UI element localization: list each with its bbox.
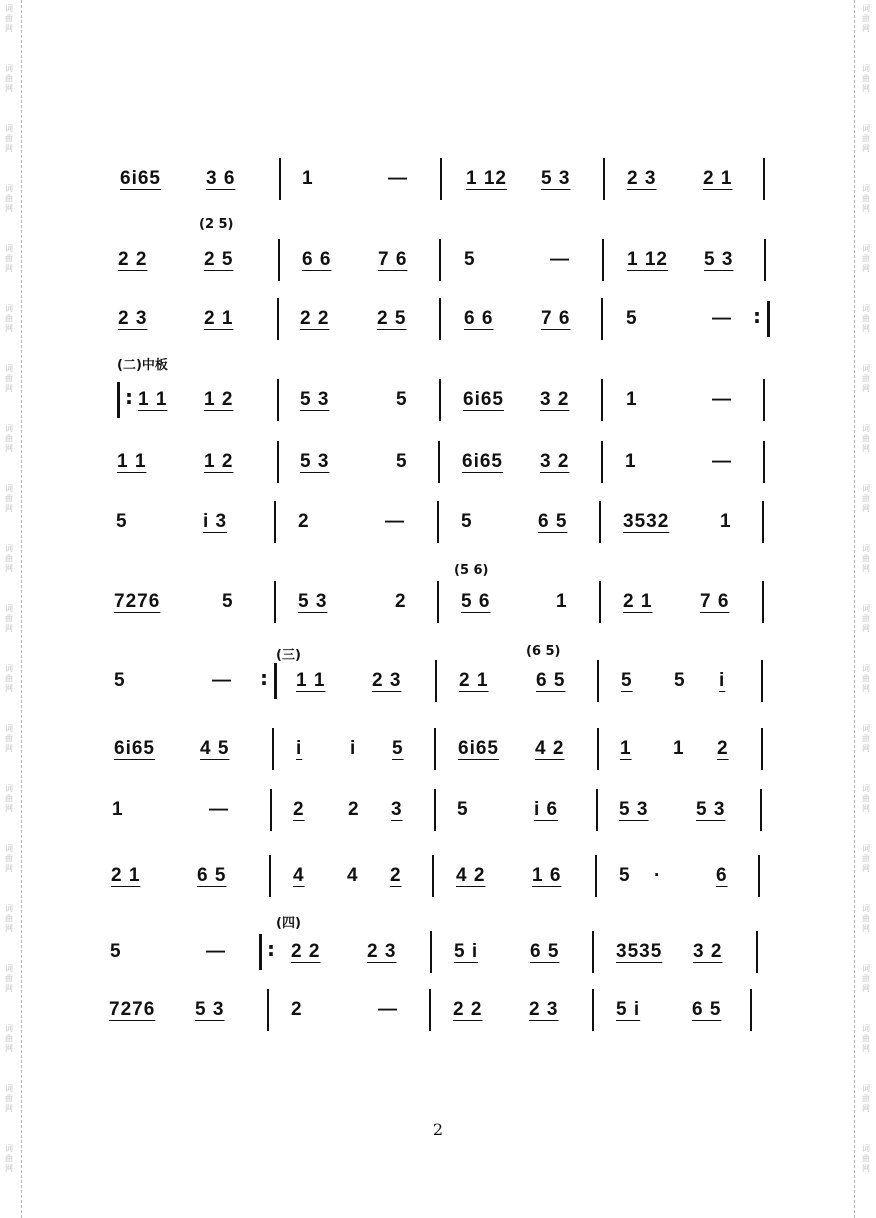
watermark-text: 词 曲 网	[862, 1144, 870, 1173]
barline	[763, 158, 765, 200]
barline	[762, 581, 764, 623]
barline	[274, 501, 276, 543]
note-group: 5 3	[300, 389, 330, 410]
note-group: 5	[461, 511, 473, 532]
score-line-3	[0, 299, 876, 339]
note-group: 2	[291, 999, 303, 1020]
watermark-text: 词 曲 网	[862, 424, 870, 453]
note-group: 2 2	[291, 941, 321, 962]
note-group: 1	[620, 738, 632, 759]
section-heading: (三)	[276, 648, 301, 663]
note-group: 2 3	[118, 308, 148, 329]
watermark-text: 词 曲 网	[5, 424, 13, 453]
watermark-text: 词 曲 网	[5, 664, 13, 693]
barline	[277, 298, 279, 340]
barline	[270, 789, 272, 831]
watermark-text: 词 曲 网	[862, 784, 870, 813]
barline	[763, 379, 765, 421]
note-group: 1 1	[296, 670, 326, 691]
watermark-text: 词 曲 网	[5, 1024, 13, 1053]
note-group: 1 1	[138, 389, 168, 410]
barline	[603, 158, 605, 200]
note-group: 5 3	[195, 999, 225, 1020]
watermark-text: 词 曲 网	[862, 184, 870, 213]
note-group: 5	[457, 799, 469, 820]
note-group: 3 2	[693, 941, 723, 962]
watermark-text: 词 曲 网	[862, 724, 870, 753]
note-group: 6	[716, 865, 728, 886]
sustain-dash: —	[385, 511, 405, 532]
watermark-text: 词 曲 网	[862, 484, 870, 513]
barline	[432, 855, 434, 897]
barline	[278, 239, 280, 281]
note-group: 1	[112, 799, 124, 820]
score-line-10	[0, 790, 876, 830]
score-line-13	[0, 990, 876, 1030]
watermark-text: 词 曲 网	[862, 364, 870, 393]
note-group: 6i65	[120, 168, 161, 189]
sustain-dash: —	[378, 999, 398, 1020]
watermark-text: 词 曲 网	[5, 244, 13, 273]
watermark-text: 词 曲 网	[862, 64, 870, 93]
barline	[269, 855, 271, 897]
note-group: 5 3	[619, 799, 649, 820]
barline	[601, 441, 603, 483]
watermark-text: 词 曲 网	[862, 544, 870, 573]
note-group: 7 6	[378, 249, 408, 270]
barline	[279, 158, 281, 200]
watermark-text: 词 曲 网	[5, 784, 13, 813]
note-group: 5	[392, 738, 404, 759]
watermark-text: 词 曲 网	[862, 964, 870, 993]
repeat-end-sign	[262, 663, 277, 699]
note-group: 4 5	[200, 738, 230, 759]
note-group: 3 2	[540, 389, 570, 410]
note-group: 1 12	[627, 249, 668, 270]
watermark-text: 词 曲 网	[5, 1144, 13, 1173]
barline	[434, 728, 436, 770]
note-group: 2	[717, 738, 729, 759]
barline	[267, 989, 269, 1031]
note-group: 5	[464, 249, 476, 270]
watermark-text: 词 曲 网	[862, 844, 870, 873]
note-group: 3532	[623, 511, 670, 532]
score-line-8	[0, 661, 876, 701]
barline	[595, 855, 597, 897]
note-group: 5	[222, 591, 234, 612]
barline	[277, 441, 279, 483]
note-group: 5	[626, 308, 638, 329]
barline	[592, 931, 594, 973]
grace-note-mark: (5 6)	[454, 563, 489, 578]
sustain-dash: —	[712, 308, 732, 329]
barline	[437, 581, 439, 623]
note-group: 5	[621, 670, 633, 691]
watermark-text: 词 曲 网	[862, 124, 870, 153]
watermark-text: 词 曲 网	[5, 844, 13, 873]
barline	[762, 501, 764, 543]
note-group: 6 5	[197, 865, 227, 886]
note-group: 4	[347, 865, 359, 886]
watermark-text: 词 曲 网	[862, 664, 870, 693]
repeat-end-sign	[755, 301, 770, 337]
watermark-text: 词 曲 网	[862, 304, 870, 333]
note-group: 1	[720, 511, 732, 532]
watermark-text: 词 曲 网	[5, 64, 13, 93]
note-group: 4 2	[535, 738, 565, 759]
page-number: 2	[432, 1120, 444, 1139]
note-group: 3	[391, 799, 403, 820]
barline	[439, 298, 441, 340]
watermark-text: 词 曲 网	[5, 544, 13, 573]
watermark-text: 词 曲 网	[862, 1084, 870, 1113]
score-line-5	[0, 442, 876, 482]
note-group: i	[719, 670, 726, 691]
score-line-11	[0, 856, 876, 896]
note-group: 2	[298, 511, 310, 532]
repeat-start-sign	[117, 382, 132, 418]
repeat-start-sign	[259, 934, 274, 970]
note-group: 6 5	[538, 511, 568, 532]
note-group: 2	[390, 865, 402, 886]
note-group: 5 6	[461, 591, 491, 612]
barline	[596, 789, 598, 831]
note-group: 1	[626, 389, 638, 410]
barline	[764, 239, 766, 281]
note-group: 4 2	[456, 865, 486, 886]
watermark-text: 词 曲 网	[5, 124, 13, 153]
note-group: 2 1	[703, 168, 733, 189]
watermark-text: 词 曲 网	[862, 904, 870, 933]
barline	[599, 581, 601, 623]
note-group: 6i65	[114, 738, 155, 759]
barline	[592, 989, 594, 1031]
watermark-text: 词 曲 网	[5, 4, 13, 33]
sustain-dash: —	[388, 168, 408, 189]
section-heading: (四)	[276, 916, 301, 931]
note-group: 2 1	[111, 865, 141, 886]
note-group: 6 5	[692, 999, 722, 1020]
sustain-dash: —	[712, 389, 732, 410]
note-group: 3 6	[206, 168, 236, 189]
watermark-text: 词 曲 网	[862, 1024, 870, 1053]
note-group: 5 i	[616, 999, 641, 1020]
note-group: 5 3	[298, 591, 328, 612]
watermark-text: 词 曲 网	[5, 724, 13, 753]
watermark-text: 词 曲 网	[5, 364, 13, 393]
note-group: 6 5	[536, 670, 566, 691]
note-group: 2 3	[627, 168, 657, 189]
note-group: 5	[619, 865, 631, 886]
note-group: 5 i	[454, 941, 479, 962]
note-group: 2 1	[623, 591, 653, 612]
barline	[434, 789, 436, 831]
note-group: 1 2	[204, 389, 234, 410]
barline	[601, 379, 603, 421]
note-group: 5	[110, 941, 122, 962]
grace-note-mark: (2 5)	[199, 217, 234, 232]
score-line-4	[0, 380, 876, 420]
note-group: 5	[674, 670, 686, 691]
score-line-12	[0, 932, 876, 972]
sustain-dash: —	[206, 941, 226, 962]
watermark-text: 词 曲 网	[862, 244, 870, 273]
note-group: 6i65	[458, 738, 499, 759]
barline	[761, 728, 763, 770]
note-group: 7276	[109, 999, 156, 1020]
barline	[597, 660, 599, 702]
score-line-9	[0, 729, 876, 769]
note-group: 7 6	[541, 308, 571, 329]
note-group: 2 2	[453, 999, 483, 1020]
note-group: 4	[293, 865, 305, 886]
barline	[760, 789, 762, 831]
sustain-dash: —	[209, 799, 229, 820]
note-group: 5	[114, 670, 126, 691]
note-group: 1 12	[466, 168, 507, 189]
score-line-1	[0, 159, 876, 199]
note-group: 5 3	[300, 451, 330, 472]
barline	[437, 501, 439, 543]
barline	[277, 379, 279, 421]
barline	[602, 239, 604, 281]
note-group: 5 3	[696, 799, 726, 820]
barline	[597, 728, 599, 770]
note-group: 6 6	[464, 308, 494, 329]
note-group: 2	[293, 799, 305, 820]
barline	[601, 298, 603, 340]
watermark-text: 词 曲 网	[862, 604, 870, 633]
note-group: 2 2	[300, 308, 330, 329]
sustain-dash: —	[712, 451, 732, 472]
watermark-text: 词 曲 网	[5, 484, 13, 513]
note-group: i 6	[534, 799, 559, 820]
note-group: 2	[348, 799, 360, 820]
note-group: 2	[395, 591, 407, 612]
barline	[763, 441, 765, 483]
note-group: 2 1	[459, 670, 489, 691]
watermark-text: 词 曲 网	[5, 964, 13, 993]
note-group: 1	[556, 591, 568, 612]
barline	[758, 855, 760, 897]
watermark-text: 词 曲 网	[862, 4, 870, 33]
note-group: 2 3	[367, 941, 397, 962]
note-group: 5 3	[541, 168, 571, 189]
note-group: 2 5	[377, 308, 407, 329]
barline	[274, 581, 276, 623]
barline	[429, 989, 431, 1031]
score-line-2	[0, 240, 876, 280]
grace-note-mark: (6 5)	[526, 644, 561, 659]
watermark-text: 词 曲 网	[5, 304, 13, 333]
note-group: 1 6	[532, 865, 562, 886]
section-heading: (二)中板	[117, 358, 168, 373]
sustain-dash: —	[550, 249, 570, 270]
note-group: 2 2	[118, 249, 148, 270]
note-group: 6i65	[463, 389, 504, 410]
barline	[430, 931, 432, 973]
barline	[272, 728, 274, 770]
score-line-6	[0, 502, 876, 542]
score-line-7	[0, 582, 876, 622]
barline	[439, 239, 441, 281]
watermark-text: 词 曲 网	[5, 184, 13, 213]
note-group: 5	[396, 451, 408, 472]
watermark-text: 词 曲 网	[5, 904, 13, 933]
watermark-text: 词 曲 网	[5, 604, 13, 633]
note-group: 1 2	[204, 451, 234, 472]
note-group: i 3	[203, 511, 228, 532]
note-group: 3 2	[540, 451, 570, 472]
note-group: 1 1	[117, 451, 147, 472]
barline	[750, 989, 752, 1031]
watermark-text: 词 曲 网	[5, 1084, 13, 1113]
note-group: 6 5	[530, 941, 560, 962]
barline	[756, 931, 758, 973]
note-group: 5	[116, 511, 128, 532]
note-group: 1	[625, 451, 637, 472]
sustain-dash: —	[212, 670, 232, 691]
dot: ·	[654, 865, 662, 886]
note-group: 2 3	[372, 670, 402, 691]
note-group: 1	[302, 168, 314, 189]
note-group: 5 3	[704, 249, 734, 270]
note-group: 2 5	[204, 249, 234, 270]
note-group: i	[296, 738, 303, 759]
note-group: i	[350, 738, 357, 759]
barline	[440, 158, 442, 200]
barline	[438, 441, 440, 483]
barline	[761, 660, 763, 702]
note-group: 6i65	[462, 451, 503, 472]
note-group: 7 6	[700, 591, 730, 612]
note-group: 6 6	[302, 249, 332, 270]
note-group: 1	[673, 738, 685, 759]
note-group: 7276	[114, 591, 161, 612]
note-group: 2 3	[529, 999, 559, 1020]
barline	[439, 379, 441, 421]
note-group: 5	[396, 389, 408, 410]
note-group: 3535	[616, 941, 663, 962]
barline	[435, 660, 437, 702]
note-group: 2 1	[204, 308, 234, 329]
barline	[599, 501, 601, 543]
